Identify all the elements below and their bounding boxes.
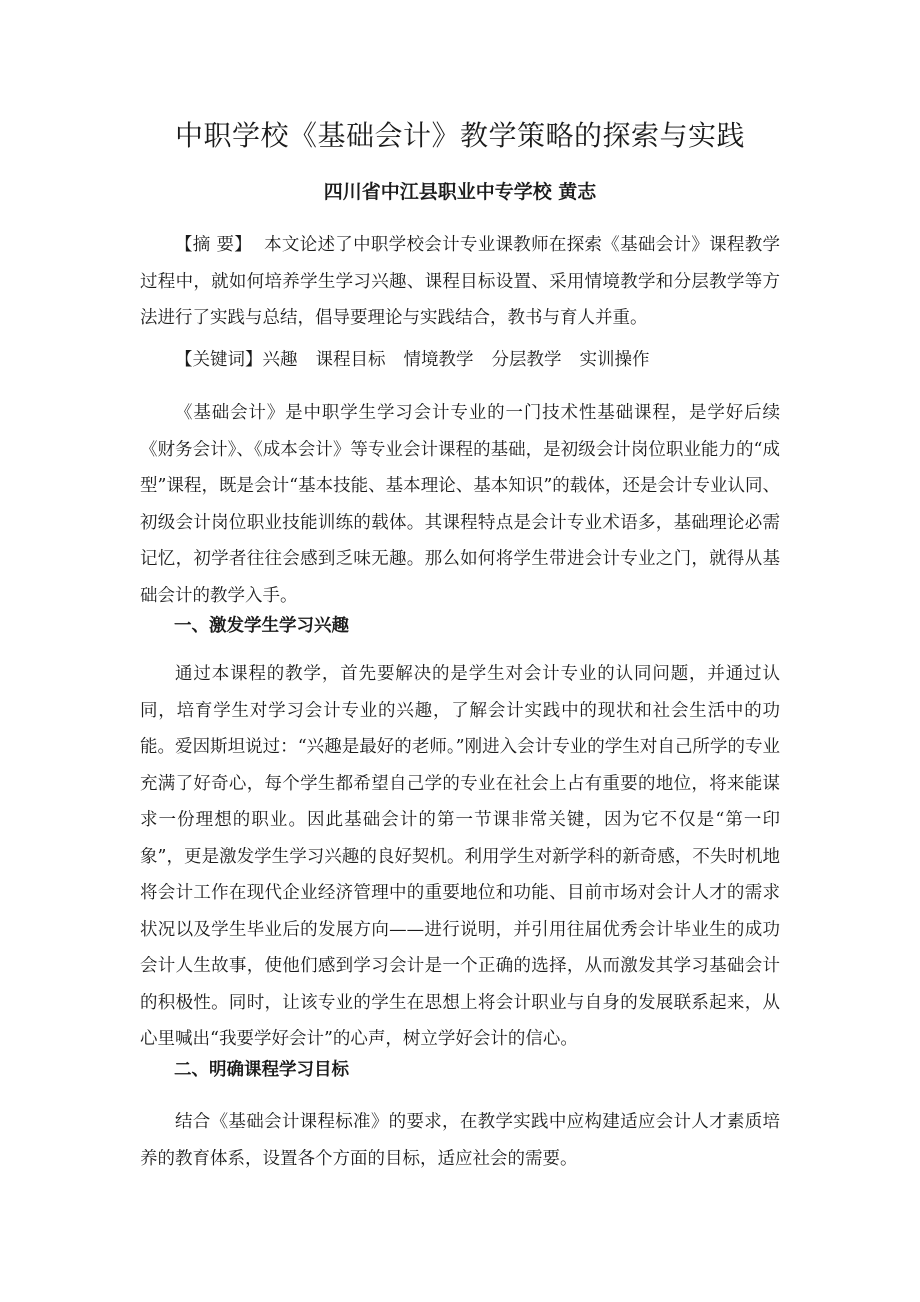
abstract-paragraph bbox=[140, 227, 780, 337]
abstract-text: 本文论述了中职学校会计专业课教师在探索《基础会计》课程教学过程中，就如何培养学生学习兴趣、课程目标设置、采用情境教学和分层教学等方法进行了实践与总结，倡导要理论与实践结合，教书与育人并重。 bbox=[140, 235, 781, 328]
section-2-paragraph: 结合《基础会计课程标准》的要求，在教学实践中应构建适应会计人才素质培养的教育体系，设置各个方面的目标，适应社会的需要。 bbox=[140, 1112, 780, 1169]
author-line: 四川省中江县职业中专学校 黄志 bbox=[323, 181, 597, 203]
keyword-item: 实训操作 bbox=[579, 350, 650, 370]
keyword-item: 分层教学 bbox=[491, 350, 562, 370]
section-heading-1: 一、激发学生学习兴趣 bbox=[174, 616, 349, 636]
keyword-item: 兴趣 bbox=[262, 350, 298, 370]
keyword-item: 课程目标 bbox=[315, 350, 386, 370]
intro-paragraph: 《基础会计》是中职学生学习会计专业的一门技术性基础课程，是学好后续《财务会计》、《成本会计》等专业会计课程的基础，是初级会计岗位职业能力的“成型”课程，既是会计“基本技能、基本理论、基本知识”的载体，还是会计专业认同、初级会计岗位职业技能训练的载体。其课程特点是会计专业术语多，基础理论必需记忆，初学者往往会感到乏味无趣。那么如何将学生带进会计专业之门，就得从基础会计的教学入手。 bbox=[140, 403, 780, 606]
document-title: 中职学校《基础会计》教学策略的探索与实践 bbox=[174, 119, 745, 152]
keyword-item: 情境教学 bbox=[403, 350, 474, 370]
abstract-label: 【摘 要】 bbox=[175, 235, 253, 255]
keywords-line bbox=[140, 342, 780, 379]
section-heading-2: 二、明确课程学习目标 bbox=[174, 1060, 349, 1080]
section-1-paragraph: 通过本课程的教学，首先要解决的是学生对会计专业的认同问题，并通过认同，培育学生对学习会计专业的兴趣，了解会计实践中的现状和社会生活中的功能。爱因斯坦说过：“兴趣是最好的老师。”刚进入会计专业的学生对自己所学的专业充满了好奇心，每个学生都希望自己学的专业在社会上占有重要的地位，将来能谋求一份理想的职业。因此基础会计的第一节课非常关键，因为它不仅是“第一印象”，更是激发学生学习兴趣的良好契机。利用学生对新学科的新奇感，不失时机地将会计工作在现代企业经济管理中的重要地位和功能、目前市场对会计人才的需求状况以及学生毕业后的发展方向——进行说明，并引用往届优秀会计毕业生的成功会计人生故事，使他们感到学习会计是一个正确的选择，从而激发其学习基础会计的积极性。同时，让该专业的学生在思想上将会计职业与自身的发展联系起来，从心里喊出“我要学好会计”的心声，树立学好会计的信心。 bbox=[140, 664, 780, 1049]
keywords-label: 【关键词】 bbox=[175, 350, 263, 370]
